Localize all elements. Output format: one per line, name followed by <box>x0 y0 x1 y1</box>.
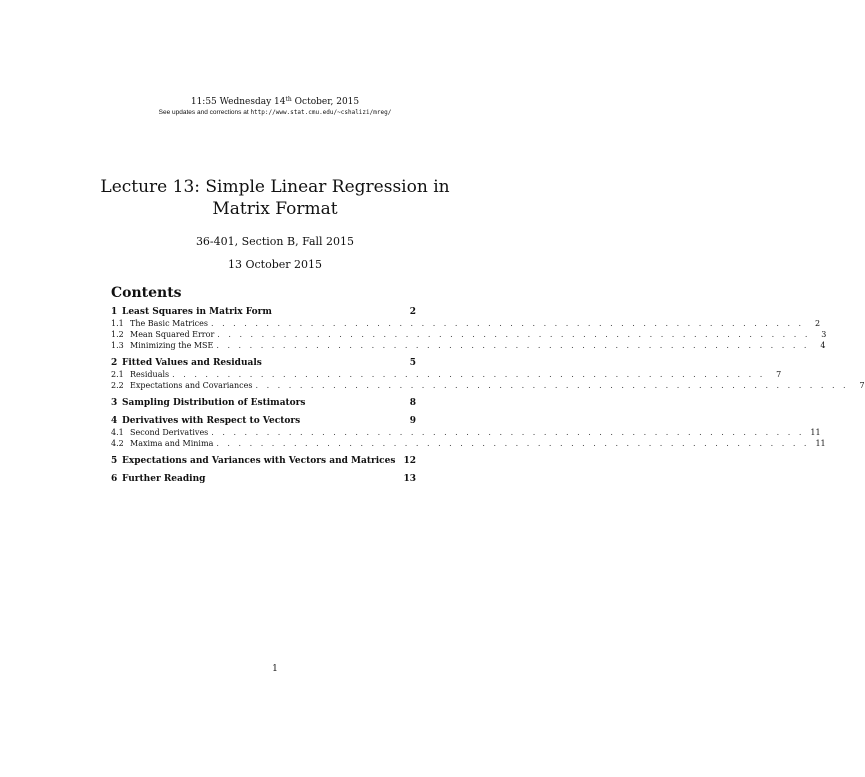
toc-section[interactable] <box>111 357 416 369</box>
toc-section-number: 6 <box>111 474 118 484</box>
header-time-main: 11:55 Wednesday 14 <box>190 97 286 107</box>
header-timestamp <box>0 97 550 108</box>
toc-subsection[interactable] <box>111 427 821 438</box>
toc-section[interactable] <box>111 455 416 467</box>
toc-subsection-page: 4 <box>820 341 826 350</box>
header-note-prefix: See updates and corrections at <box>158 109 251 116</box>
page-number: 1 <box>272 664 278 674</box>
document-date: 13 October 2015 <box>227 258 322 271</box>
toc-section-title: Least Squares in Matrix Form <box>122 307 272 317</box>
toc-dot-leader: . . . . . . . . . . . . . . . . . . . . . . . . . . . . . . . . . . . . . . . . . . . . . . . . . . . . . . <box>216 341 810 350</box>
toc-subsection-page: 11 <box>815 439 826 448</box>
toc-subsection-page: 2 <box>815 319 821 328</box>
toc-section-page: 12 <box>403 456 416 466</box>
toc-subsection[interactable] <box>111 318 821 329</box>
toc-subsection-page: 11 <box>810 428 821 437</box>
toc-dot-leader: . . . . . . . . . . . . . . . . . . . . . . . . . . . . . . . . . . . . . . . . . . . . . . . . . . . . . . <box>216 439 810 448</box>
contents-heading: Contents <box>111 285 182 301</box>
header-updates-note <box>0 108 550 117</box>
toc-subsection-number: 1.2 <box>111 330 124 339</box>
header-note-url[interactable]: http://www.stat.cmu.edu/~cshalizi/mreg/ <box>250 109 392 116</box>
toc-subsection-number: 1.1 <box>111 319 124 328</box>
toc-section[interactable] <box>111 397 416 409</box>
toc-subsection-page: 3 <box>821 330 827 339</box>
toc-section-title: Fitted Values and Residuals <box>122 358 262 368</box>
toc-subsection-title: Maxima and Minima <box>130 439 214 448</box>
toc-section-title: Derivatives with Respect to Vectors <box>122 416 301 426</box>
toc-section-number: 5 <box>111 456 118 466</box>
toc-section-title: Sampling Distribution of Estimators <box>122 398 306 408</box>
toc-section[interactable] <box>111 473 416 485</box>
toc-subsection-title: Residuals <box>130 370 170 379</box>
toc-section-page: 9 <box>409 416 416 426</box>
toc-subsection[interactable] <box>111 340 826 351</box>
toc-dot-leader: . . . . . . . . . . . . . . . . . . . . . . . . . . . . . . . . . . . . . . . . . . . . . . . . . . . . . . <box>211 428 805 437</box>
toc-section-page: 5 <box>409 358 416 368</box>
toc-subsection-number: 4.1 <box>111 428 124 437</box>
toc-dot-leader: . . . . . . . . . . . . . . . . . . . . . . . . . . . . . . . . . . . . . . . . . . . . . . . . . . . . . . <box>217 330 811 339</box>
toc-subsection[interactable] <box>111 369 782 380</box>
toc-section[interactable] <box>111 306 416 318</box>
toc-section-page: 13 <box>403 474 416 484</box>
toc-section-title: Expectations and Variances with Vectors and Matrices <box>122 456 396 466</box>
toc-subsection-title: Second Derivatives <box>130 428 209 437</box>
toc-subsection[interactable] <box>111 380 865 391</box>
course-info: 36-401, Section B, Fall 2015 <box>195 235 355 248</box>
toc-section-number: 1 <box>111 307 118 317</box>
toc-subsection-number: 2.1 <box>111 370 124 379</box>
header-time-rest: October, 2015 <box>291 97 360 107</box>
toc-subsection-page: 7 <box>859 381 865 390</box>
toc-section-number: 2 <box>111 358 118 368</box>
toc-subsection-number: 4.2 <box>111 439 124 448</box>
header-time-suffix: th <box>285 96 292 103</box>
toc-subsection-page: 7 <box>776 370 782 379</box>
toc-section-number: 4 <box>111 416 118 426</box>
document-title: Lecture 13: Simple Linear Regression in Matrix Format <box>100 177 450 219</box>
toc-section-title: Further Reading <box>122 474 206 484</box>
toc-dot-leader: . . . . . . . . . . . . . . . . . . . . . . . . . . . . . . . . . . . . . . . . . . . . . . . . . . . . . . <box>172 370 766 379</box>
toc-subsection[interactable] <box>111 438 826 449</box>
toc-subsection-number: 1.3 <box>111 341 124 350</box>
toc-dot-leader: . . . . . . . . . . . . . . . . . . . . . . . . . . . . . . . . . . . . . . . . . . . . . . . . . . . . . . <box>210 319 805 328</box>
toc-section-page: 2 <box>409 307 416 317</box>
toc-subsection-title: Minimizing the MSE <box>130 341 214 350</box>
toc-subsection-title: Mean Squared Error <box>130 330 215 339</box>
toc-subsection-title: The Basic Matrices <box>130 319 208 328</box>
table-of-contents <box>111 306 865 485</box>
toc-section-number: 3 <box>111 398 118 408</box>
toc-section[interactable] <box>111 415 416 427</box>
toc-subsection-title: Expectations and Covariances <box>130 381 253 390</box>
toc-subsection-number: 2.2 <box>111 381 124 390</box>
toc-section-page: 8 <box>409 398 416 408</box>
toc-subsection[interactable] <box>111 329 827 340</box>
toc-dot-leader: . . . . . . . . . . . . . . . . . . . . . . . . . . . . . . . . . . . . . . . . . . . . . . . . . . . . . . <box>255 381 849 390</box>
